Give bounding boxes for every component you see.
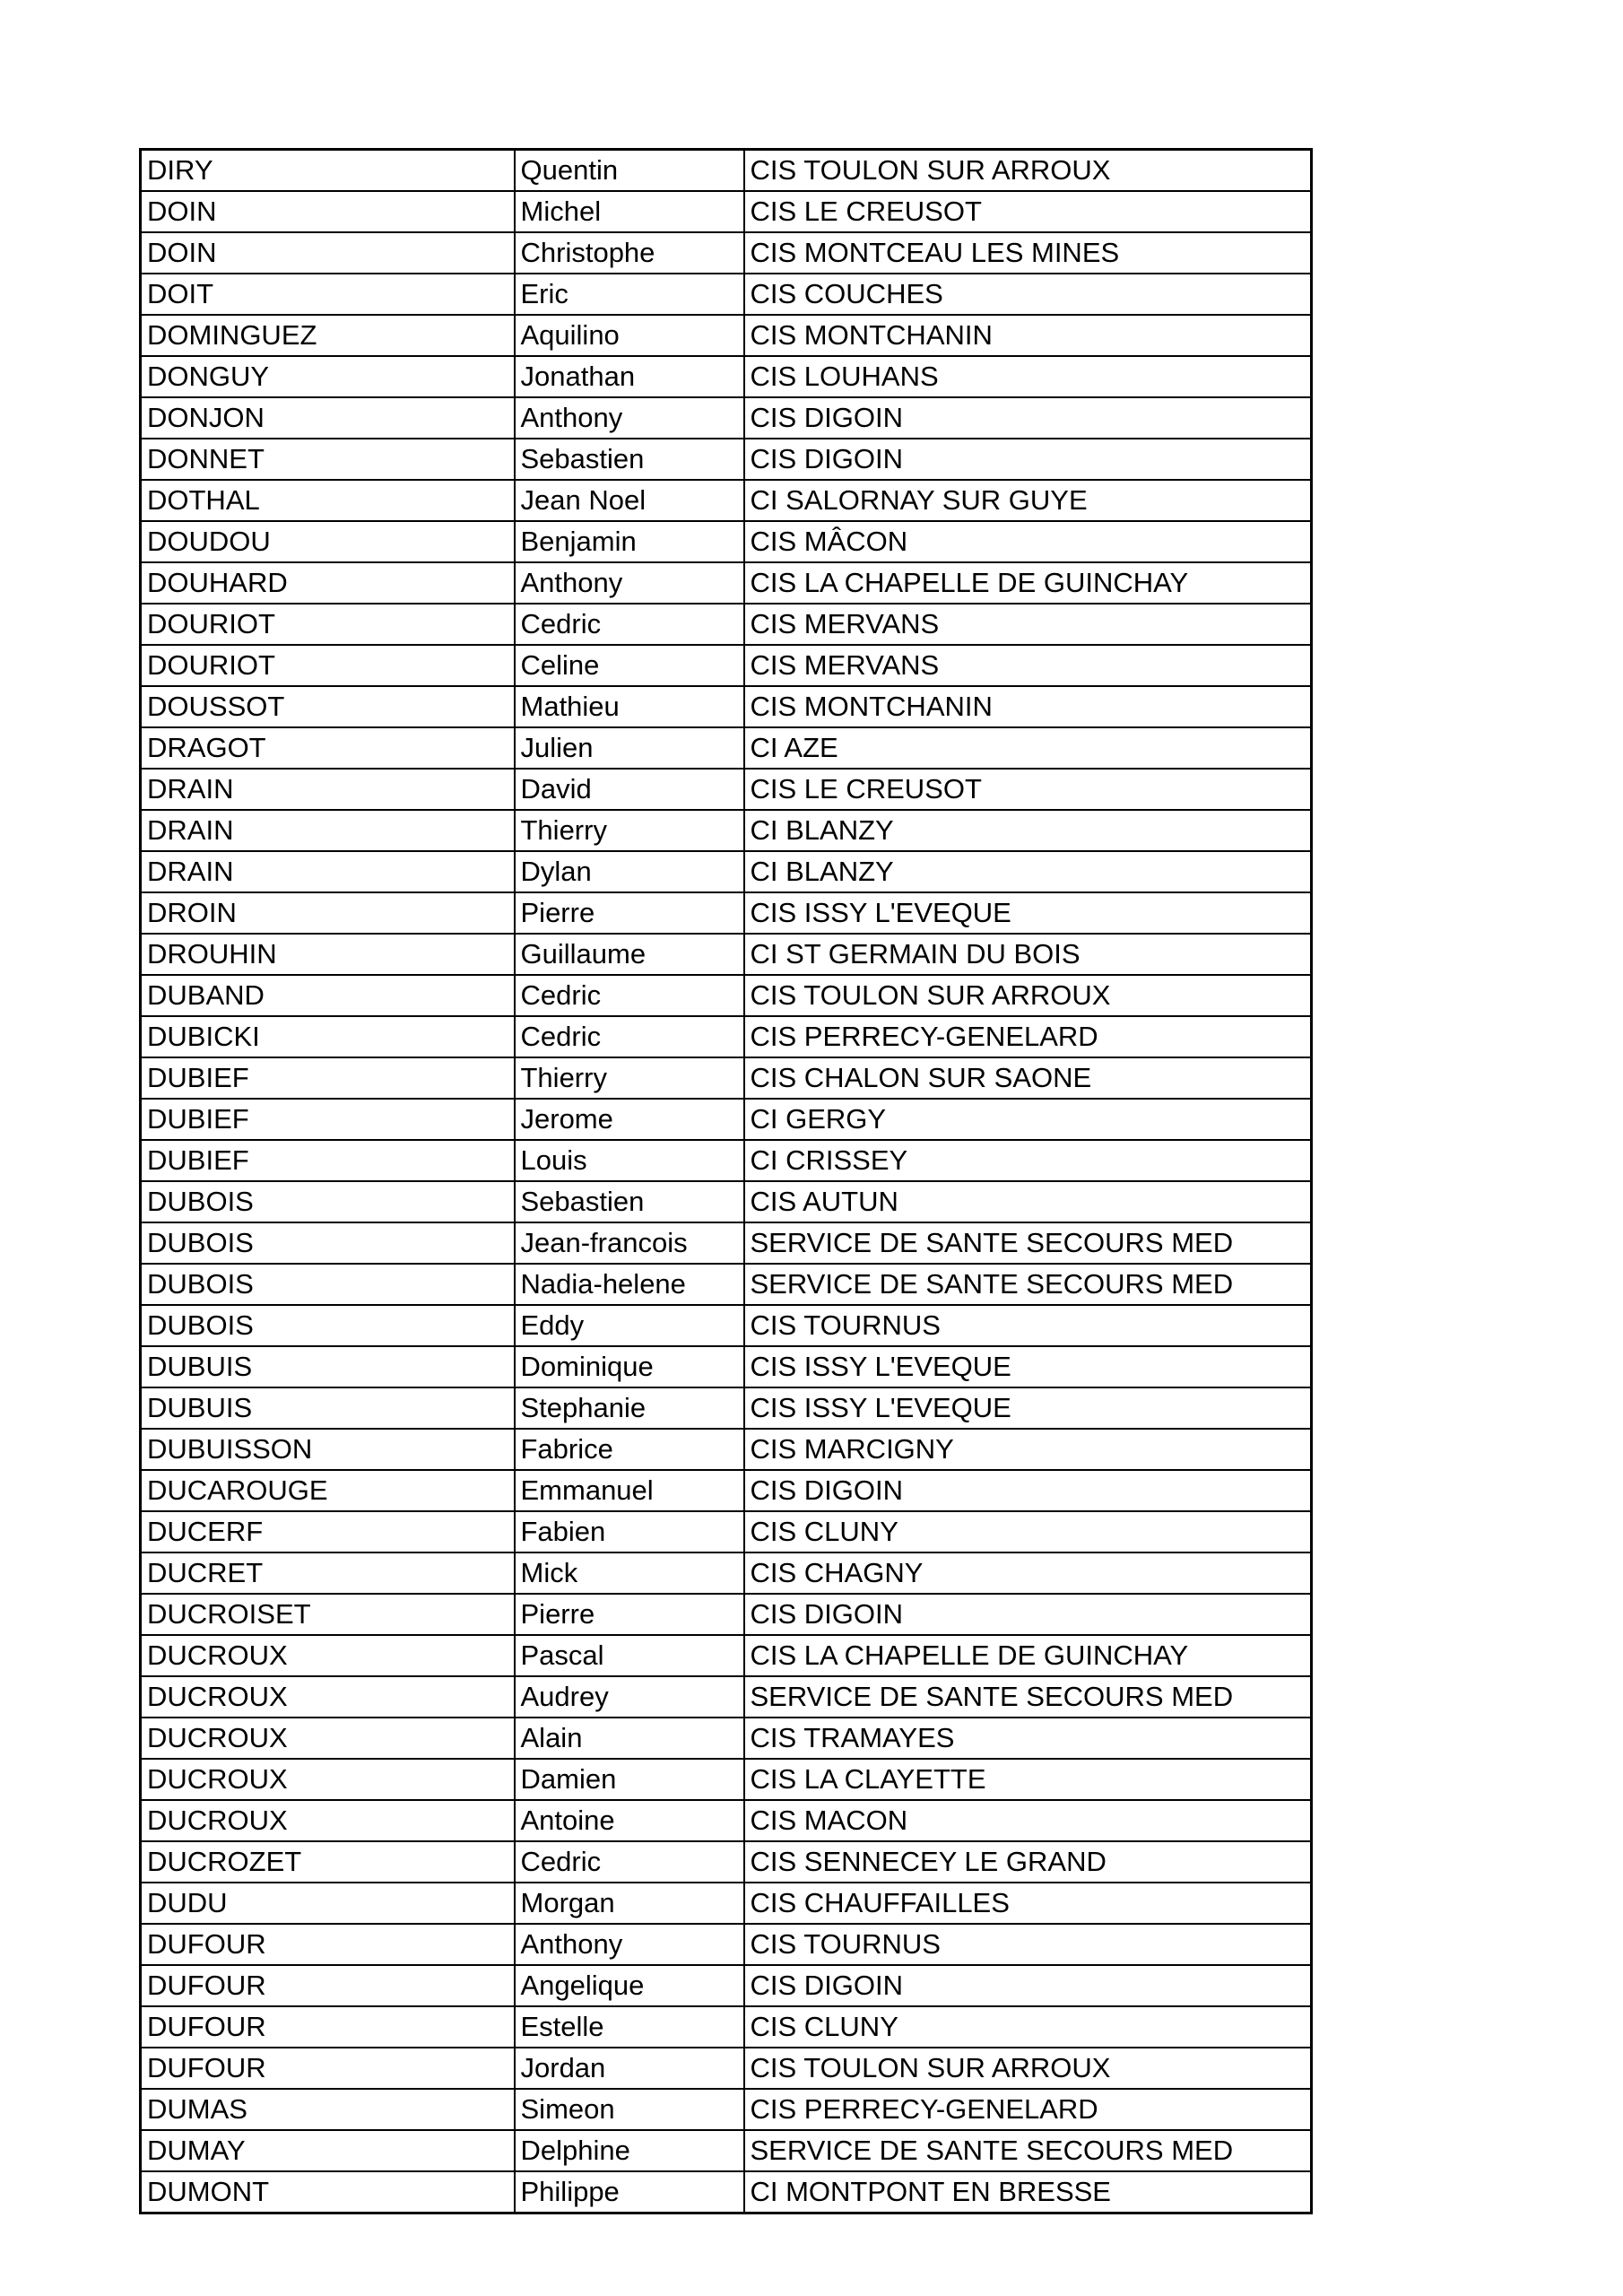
table-row [141,645,1312,686]
first-name-cell: Damien [515,1759,744,1800]
first-name-cell: Anthony [515,397,744,439]
table-row [141,562,1312,604]
first-name-cell: Alain [515,1718,744,1759]
first-name-cell: Mathieu [515,686,744,727]
last-name-cell: DUFOUR [141,1965,515,2006]
table-row [141,397,1312,439]
unit-cell: CIS DIGOIN [744,1594,1312,1635]
unit-cell: CIS COUCHES [744,274,1312,315]
last-name-cell: DRAIN [141,851,515,892]
first-name-cell: Cedric [515,1841,744,1883]
table-row [141,1841,1312,1883]
first-name-cell: Pierre [515,1594,744,1635]
last-name-cell: DUBIEF [141,1140,515,1181]
unit-cell: CI SALORNAY SUR GUYE [744,480,1312,521]
last-name-cell: DOIN [141,191,515,232]
table-row [141,480,1312,521]
first-name-cell: Estelle [515,2006,744,2048]
table-row [141,810,1312,851]
personnel-table-body [141,150,1312,2213]
unit-cell: SERVICE DE SANTE SECOURS MED [744,1676,1312,1718]
unit-cell: CIS CHAUFFAILLES [744,1883,1312,1924]
last-name-cell: DOMINGUEZ [141,315,515,356]
unit-cell: CIS DIGOIN [744,397,1312,439]
first-name-cell: Nadia-helene [515,1264,744,1305]
table-row [141,1429,1312,1470]
table-row [141,1883,1312,1924]
last-name-cell: DROIN [141,892,515,934]
unit-cell: CIS TOURNUS [744,1924,1312,1965]
table-row [141,934,1312,975]
first-name-cell: Pascal [515,1635,744,1676]
unit-cell: CI BLANZY [744,851,1312,892]
first-name-cell: Guillaume [515,934,744,975]
unit-cell: CIS TOURNUS [744,1305,1312,1346]
first-name-cell: Jerome [515,1099,744,1140]
unit-cell: SERVICE DE SANTE SECOURS MED [744,2130,1312,2171]
unit-cell: CI GERGY [744,1099,1312,1140]
last-name-cell: DIRY [141,150,515,192]
table-row [141,1635,1312,1676]
first-name-cell: Fabrice [515,1429,744,1470]
last-name-cell: DOUDOU [141,521,515,562]
unit-cell: CIS AUTUN [744,1181,1312,1222]
unit-cell: CIS LA CHAPELLE DE GUINCHAY [744,562,1312,604]
first-name-cell: Jean-francois [515,1222,744,1264]
first-name-cell: Anthony [515,562,744,604]
unit-cell: CIS DIGOIN [744,439,1312,480]
unit-cell: CIS MÂCON [744,521,1312,562]
unit-cell: CIS MONTCHANIN [744,686,1312,727]
first-name-cell: Emmanuel [515,1470,744,1511]
table-row [141,232,1312,274]
first-name-cell: Louis [515,1140,744,1181]
unit-cell: CIS MONTCEAU LES MINES [744,232,1312,274]
table-row [141,1181,1312,1222]
unit-cell: SERVICE DE SANTE SECOURS MED [744,1222,1312,1264]
table-row [141,604,1312,645]
table-row [141,1387,1312,1429]
last-name-cell: DOUSSOT [141,686,515,727]
personnel-table [139,148,1313,2214]
last-name-cell: DONNET [141,439,515,480]
unit-cell: CIS CLUNY [744,2006,1312,2048]
first-name-cell: Dylan [515,851,744,892]
table-row [141,1346,1312,1387]
table-row [141,274,1312,315]
last-name-cell: DUBOIS [141,1305,515,1346]
last-name-cell: DUBOIS [141,1222,515,1264]
unit-cell: CIS LE CREUSOT [744,769,1312,810]
table-row [141,2171,1312,2213]
last-name-cell: DROUHIN [141,934,515,975]
first-name-cell: Aquilino [515,315,744,356]
table-row [141,1016,1312,1057]
last-name-cell: DUBIEF [141,1099,515,1140]
unit-cell: CI AZE [744,727,1312,769]
table-row [141,315,1312,356]
last-name-cell: DUBUIS [141,1346,515,1387]
unit-cell: CIS LA CHAPELLE DE GUINCHAY [744,1635,1312,1676]
last-name-cell: DUCROUX [141,1635,515,1676]
unit-cell: CIS CLUNY [744,1511,1312,1552]
first-name-cell: Eddy [515,1305,744,1346]
table-row [141,191,1312,232]
table-row [141,1511,1312,1552]
last-name-cell: DUCAROUGE [141,1470,515,1511]
last-name-cell: DOUHARD [141,562,515,604]
first-name-cell: Cedric [515,975,744,1016]
last-name-cell: DUCROUX [141,1676,515,1718]
unit-cell: CIS MERVANS [744,604,1312,645]
last-name-cell: DOURIOT [141,604,515,645]
first-name-cell: Celine [515,645,744,686]
table-row [141,2048,1312,2089]
table-row [141,1965,1312,2006]
unit-cell: CIS PERRECY-GENELARD [744,1016,1312,1057]
last-name-cell: DUBAND [141,975,515,1016]
table-row [141,851,1312,892]
unit-cell: CIS TOULON SUR ARROUX [744,2048,1312,2089]
table-row [141,1594,1312,1635]
last-name-cell: DUCRET [141,1552,515,1594]
first-name-cell: Antoine [515,1800,744,1841]
last-name-cell: DONGUY [141,356,515,397]
first-name-cell: Jean Noel [515,480,744,521]
first-name-cell: Philippe [515,2171,744,2213]
last-name-cell: DOIT [141,274,515,315]
table-row [141,892,1312,934]
last-name-cell: DUFOUR [141,2048,515,2089]
first-name-cell: Julien [515,727,744,769]
unit-cell: CIS LA CLAYETTE [744,1759,1312,1800]
last-name-cell: DOURIOT [141,645,515,686]
table-row [141,1800,1312,1841]
unit-cell: CI ST GERMAIN DU BOIS [744,934,1312,975]
table-row [141,1759,1312,1800]
unit-cell: CIS MACON [744,1800,1312,1841]
last-name-cell: DOIN [141,232,515,274]
last-name-cell: DUBUISSON [141,1429,515,1470]
first-name-cell: Sebastien [515,1181,744,1222]
table-row [141,769,1312,810]
table-row [141,1305,1312,1346]
first-name-cell: Pierre [515,892,744,934]
unit-cell: CI MONTPONT EN BRESSE [744,2171,1312,2213]
first-name-cell: Sebastien [515,439,744,480]
table-row [141,1470,1312,1511]
first-name-cell: Morgan [515,1883,744,1924]
table-row [141,1057,1312,1099]
first-name-cell: Michel [515,191,744,232]
last-name-cell: DUBOIS [141,1181,515,1222]
first-name-cell: Stephanie [515,1387,744,1429]
first-name-cell: Quentin [515,150,744,192]
table-row [141,1552,1312,1594]
last-name-cell: DOTHAL [141,480,515,521]
table-row [141,439,1312,480]
table-row [141,727,1312,769]
unit-cell: CI CRISSEY [744,1140,1312,1181]
unit-cell: CIS MARCIGNY [744,1429,1312,1470]
first-name-cell: David [515,769,744,810]
last-name-cell: DUFOUR [141,2006,515,2048]
table-row [141,1222,1312,1264]
last-name-cell: DRAIN [141,810,515,851]
last-name-cell: DONJON [141,397,515,439]
last-name-cell: DUBICKI [141,1016,515,1057]
first-name-cell: Benjamin [515,521,744,562]
first-name-cell: Delphine [515,2130,744,2171]
unit-cell: CIS CHALON SUR SAONE [744,1057,1312,1099]
first-name-cell: Angelique [515,1965,744,2006]
table-row [141,356,1312,397]
unit-cell: CIS TRAMAYES [744,1718,1312,1759]
first-name-cell: Christophe [515,232,744,274]
unit-cell: CIS ISSY L'EVEQUE [744,892,1312,934]
unit-cell: CIS DIGOIN [744,1965,1312,2006]
last-name-cell: DUDU [141,1883,515,1924]
last-name-cell: DUMONT [141,2171,515,2213]
unit-cell: CIS PERRECY-GENELARD [744,2089,1312,2130]
last-name-cell: DUBUIS [141,1387,515,1429]
first-name-cell: Thierry [515,810,744,851]
last-name-cell: DUMAY [141,2130,515,2171]
table-row [141,1140,1312,1181]
table-row [141,150,1312,192]
last-name-cell: DRAGOT [141,727,515,769]
first-name-cell: Fabien [515,1511,744,1552]
last-name-cell: DUBOIS [141,1264,515,1305]
table-row [141,2130,1312,2171]
unit-cell: CI BLANZY [744,810,1312,851]
last-name-cell: DUCROUX [141,1800,515,1841]
last-name-cell: DRAIN [141,769,515,810]
unit-cell: CIS LOUHANS [744,356,1312,397]
first-name-cell: Audrey [515,1676,744,1718]
table-row [141,1924,1312,1965]
table-row [141,521,1312,562]
last-name-cell: DUBIEF [141,1057,515,1099]
first-name-cell: Anthony [515,1924,744,1965]
unit-cell: CIS LE CREUSOT [744,191,1312,232]
first-name-cell: Eric [515,274,744,315]
unit-cell: CIS CHAGNY [744,1552,1312,1594]
table-row [141,975,1312,1016]
unit-cell: CIS DIGOIN [744,1470,1312,1511]
unit-cell: CIS MERVANS [744,645,1312,686]
last-name-cell: DUCROUX [141,1718,515,1759]
first-name-cell: Jonathan [515,356,744,397]
last-name-cell: DUMAS [141,2089,515,2130]
first-name-cell: Cedric [515,1016,744,1057]
unit-cell: CIS ISSY L'EVEQUE [744,1346,1312,1387]
last-name-cell: DUCROISET [141,1594,515,1635]
last-name-cell: DUCERF [141,1511,515,1552]
first-name-cell: Cedric [515,604,744,645]
table-row [141,1676,1312,1718]
unit-cell: CIS SENNECEY LE GRAND [744,1841,1312,1883]
table-row [141,1099,1312,1140]
table-row [141,1718,1312,1759]
unit-cell: CIS MONTCHANIN [744,315,1312,356]
last-name-cell: DUCROUX [141,1759,515,1800]
first-name-cell: Simeon [515,2089,744,2130]
unit-cell: CIS TOULON SUR ARROUX [744,975,1312,1016]
first-name-cell: Jordan [515,2048,744,2089]
unit-cell: SERVICE DE SANTE SECOURS MED [744,1264,1312,1305]
table-row [141,2089,1312,2130]
last-name-cell: DUFOUR [141,1924,515,1965]
first-name-cell: Dominique [515,1346,744,1387]
last-name-cell: DUCROZET [141,1841,515,1883]
unit-cell: CIS ISSY L'EVEQUE [744,1387,1312,1429]
first-name-cell: Thierry [515,1057,744,1099]
first-name-cell: Mick [515,1552,744,1594]
table-row [141,686,1312,727]
unit-cell: CIS TOULON SUR ARROUX [744,150,1312,192]
table-row [141,1264,1312,1305]
table-row [141,2006,1312,2048]
